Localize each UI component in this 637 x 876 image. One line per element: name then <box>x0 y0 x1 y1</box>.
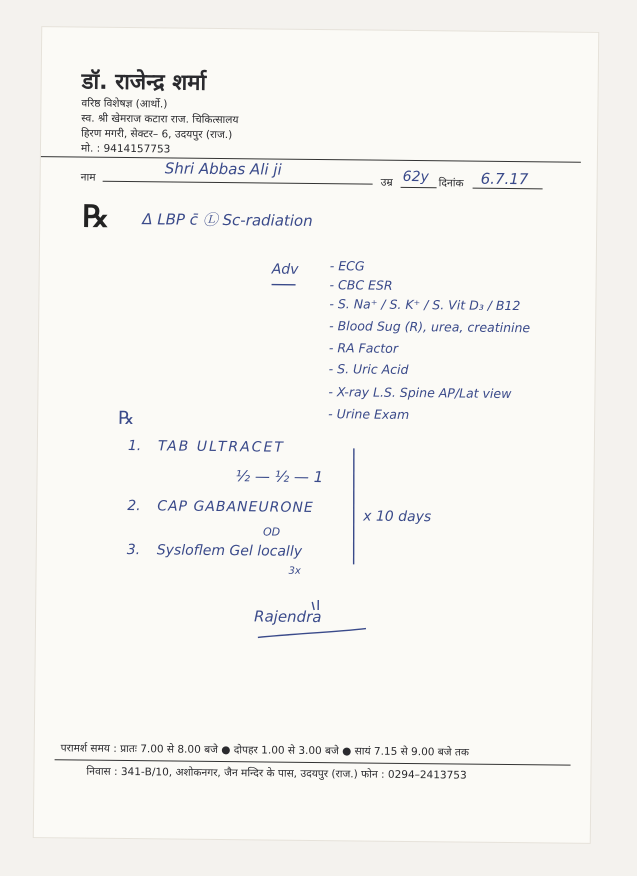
doctor-name: डॉ. राजेन्द्र शर्मा <box>81 69 207 96</box>
med-dose: ½ — ½ — 1 <box>235 467 324 487</box>
treatment-duration: x 10 days <box>363 508 432 526</box>
med-number: 3. <box>126 542 141 559</box>
advice-underline <box>270 282 300 288</box>
advice-item: - S. Uric Acid <box>328 361 409 377</box>
age-underline <box>401 187 437 188</box>
advice-item: - Urine Exam <box>328 406 410 422</box>
age-label: उम्र <box>380 176 393 189</box>
doctor-mobile: मो. : 9414157753 <box>80 142 171 156</box>
advice-item: - ECG <box>329 258 365 274</box>
patient-age: 62y <box>402 168 429 186</box>
date-label: दिनांक <box>438 177 464 190</box>
prescription-date: 6.7.17 <box>480 169 529 189</box>
doctor-signature: Rajendra <box>254 607 322 627</box>
med-number: 2. <box>127 498 141 515</box>
doctor-address: हिरण मगरी, सेक्टर– 6, उदयपुर (राज.) <box>81 127 233 142</box>
advice-item: - RA Factor <box>328 340 399 356</box>
rx-symbol: ℞ <box>82 199 110 235</box>
name-underline <box>103 181 373 185</box>
med-dose: OD <box>262 525 281 539</box>
header-divider <box>41 156 581 163</box>
prescription-sheet <box>34 27 598 843</box>
consultation-hours: परामर्श समय : प्रातः 7.00 से 8.00 बजे ● दोपहर 1.00 से 3.00 बजे ● सायं 7.15 से 9.00 बजे तक <box>60 742 470 759</box>
med-drug-name: TAB ULTRACET <box>157 438 285 456</box>
med-dose: 3x <box>288 565 301 577</box>
advice-item: - CBC ESR <box>329 277 393 293</box>
advice-item: - Blood Sug (R), urea, creatinine <box>329 318 531 336</box>
duration-bracket <box>349 446 360 566</box>
name-label: नाम <box>80 171 96 184</box>
med-drug-name: CAP GABANEURONE <box>157 498 314 516</box>
advice-item: - X-ray L.S. Spine AP/Lat view <box>328 384 512 402</box>
med-drug-name: Sysloflem Gel locally <box>156 542 303 560</box>
med-number: 1. <box>127 438 142 455</box>
hospital-name: स्व. श्री खेमराज कटारा राज. चिकित्सालय <box>81 112 239 127</box>
doctor-designation: वरिष्ठ विशेषज्ञ (आर्थो.) <box>81 97 168 111</box>
patient-name: Shri Abbas Ali ji <box>164 159 282 179</box>
diagnosis: Δ LBP c̄ Ⓛ Sc-radiation <box>142 210 313 230</box>
advice-item: - S. Na⁺ / S. K⁺ / S. Vit D₃ / B12 <box>329 296 521 314</box>
advice-label: Adv <box>271 261 299 278</box>
residence-address: निवास : 341-B/10, अशोकनगर, जैन मन्दिर के पास, उदयपुर (राज.) फोन : 0294–2413753 <box>86 765 467 782</box>
rx-symbol-small: ℞ <box>118 407 135 430</box>
